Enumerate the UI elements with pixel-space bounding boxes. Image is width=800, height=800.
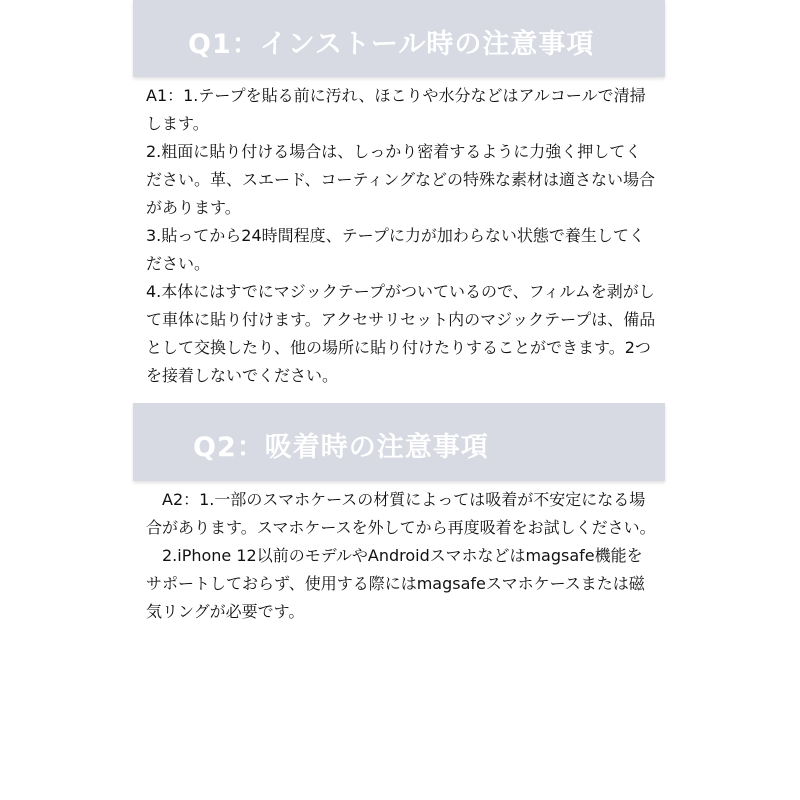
q1-banner — [133, 0, 665, 77]
q2-title: Q2：吸着時の注意事項 — [193, 432, 489, 463]
a2-answer — [146, 486, 656, 626]
a2-item-1: A2：1.一部のスマホケースの材質によっては吸着が不安定になる場合があります。スマホケースを外してから再度吸着をお試しください。 — [146, 490, 656, 537]
a1-item-3: 3.貼ってから24時間程度、テープに力が加わらない状態で養生してください。 — [146, 226, 645, 273]
q1-title: Q1：インストール時の注意事項 — [188, 29, 595, 60]
a1-item-4: 4.本体にはすでにマジックテープがついているので、フィルムを剥がして車体に貼り付けます。アクセサリセット内のマジックテープは、備品として交換したり、他の場所に貼り付けたりすることができます。2つを接着しないでください。 — [146, 282, 656, 385]
a2-item-2: 2.iPhone 12以前のモデルやAndroidスマホなどはmagsafe機能をサポートしておらず、使用する際にはmagsafeスマホケースまたは磁気リングが必要です。 — [146, 546, 645, 621]
a1-item-2: 2.粗面に貼り付ける場合は、しっかり密着するように力強く押してください。革、スエード、コーティングなどの特殊な素材は適さない場合があります。 — [146, 142, 655, 217]
a1-answer — [146, 82, 656, 390]
q2-banner — [133, 403, 665, 481]
a1-item-1: A1：1.テープを貼る前に汚れ、ほこりや水分などはアルコールで清掃します。 — [146, 86, 646, 133]
